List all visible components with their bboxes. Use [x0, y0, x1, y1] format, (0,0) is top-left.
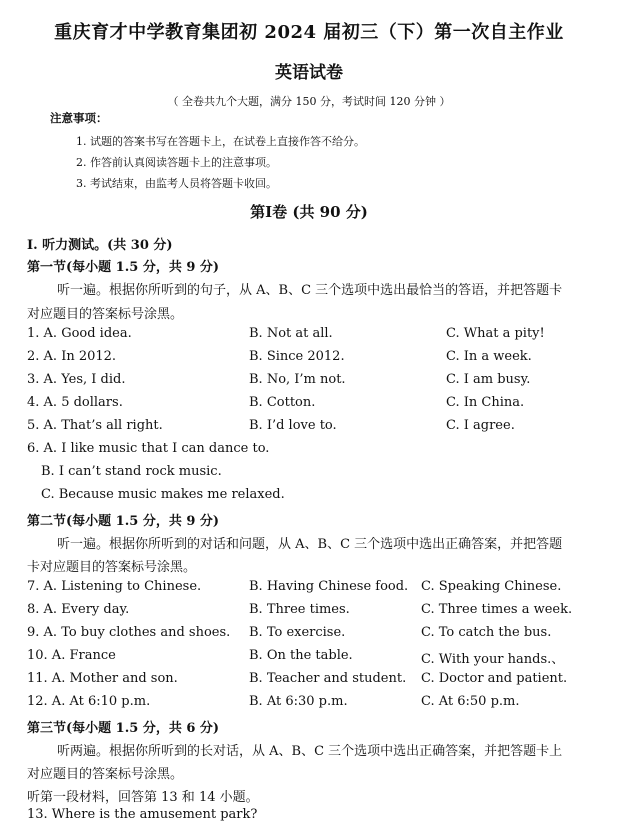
q6-option-a: 6. A. I like music that I can dance to.	[27, 441, 270, 456]
q2-option-b: B. Since 2012.	[249, 349, 345, 364]
part-heading: 第Ⅰ卷 (共 90 分)	[250, 203, 368, 221]
q2-option-a: 2. A. In 2012.	[27, 349, 117, 364]
exam-title: 重庆育才中学教育集团初 2024 届初三（下）第一次自主作业	[54, 22, 564, 43]
q12-option-a: 12. A. At 6:10 p.m.	[27, 694, 151, 709]
sec1-heading: 第一节(每小题 1.5 分，共 9 分)	[27, 260, 220, 275]
section-heading-listening: I. 听力测试。(共 30 分)	[27, 238, 173, 253]
q5-option-c: C. I agree.	[446, 418, 515, 433]
q5-option-a: 5. A. That’s all right.	[27, 418, 163, 433]
q12-option-c: C. At 6:50 p.m.	[421, 694, 520, 709]
q9-option-a: 9. A. To buy clothes and shoes.	[27, 625, 231, 640]
exam-meta: （ 全卷共九个大题，满分 150 分，考试时间 120 分钟 ）	[167, 95, 451, 108]
q7-option-a: 7. A. Listening to Chinese.	[27, 579, 202, 594]
sec3-instruction-line1: 听两遍。根据你所听到的长对话，从 A、B、C 三个选项中选出正确答案，并把答题卡上	[57, 744, 563, 759]
sec3-material: 听第一段材料，回答第 13 和 14 小题。	[27, 790, 259, 805]
q13-question: 13. Where is the amusement park?	[27, 807, 258, 822]
q4-option-b: B. Cotton.	[249, 395, 316, 410]
q3-option-a: 3. A. Yes, I did.	[27, 372, 126, 387]
q8-option-c: C. Three times a week.	[421, 602, 573, 617]
sec1-instruction-line1: 听一遍。根据你所听到的句子，从 A、B、C 三个选项中选出最恰当的答语，并把答题卡	[57, 283, 563, 298]
q11-option-a: 11. A. Mother and son.	[27, 671, 178, 686]
q1-option-b: B. Not at all.	[249, 326, 333, 341]
q7-option-b: B. Having Chinese food.	[249, 579, 409, 594]
q6-option-c: C. Because music makes me relaxed.	[41, 487, 285, 502]
q3-option-c: C. I am busy.	[446, 372, 531, 387]
sec2-heading: 第二节(每小题 1.5 分，共 9 分)	[27, 514, 220, 529]
q10-option-c: C. With your hands.、	[421, 652, 565, 667]
sec2-instruction-line2: 卡对应题目的答案标号涂黑。	[27, 560, 197, 575]
sec3-instruction-line2: 对应题目的答案标号涂黑。	[27, 767, 184, 782]
sec2-instruction-line1: 听一遍。根据你所听到的对话和问题，从 A、B、C 三个选项中选出正确答案，并把答题	[57, 537, 563, 552]
q11-option-b: B. Teacher and student.	[249, 671, 407, 686]
q12-option-b: B. At 6:30 p.m.	[249, 694, 348, 709]
sec3-heading: 第三节(每小题 1.5 分，共 6 分)	[27, 721, 220, 736]
notice-item-2: 2. 作答前认真阅读答题卡上的注意事项。	[76, 156, 277, 169]
q8-option-b: B. Three times.	[249, 602, 350, 617]
notice-heading: 注意事项：	[50, 111, 108, 125]
q9-option-b: B. To exercise.	[249, 625, 346, 640]
q1-option-c: C. What a pity!	[446, 326, 545, 341]
notice-item-3: 3. 考试结束，由监考人员将答题卡收回。	[76, 177, 277, 190]
q7-option-c: C. Speaking Chinese.	[421, 579, 562, 594]
q5-option-b: B. I’d love to.	[249, 418, 337, 433]
q11-option-c: C. Doctor and patient.	[421, 671, 568, 686]
q4-option-c: C. In China.	[446, 395, 525, 410]
q1-option-a: 1. A. Good idea.	[27, 326, 132, 341]
q6-option-b: B. I can’t stand rock music.	[41, 464, 222, 479]
exam-subtitle: 英语试卷	[275, 63, 343, 83]
q4-option-a: 4. A. 5 dollars.	[27, 395, 123, 410]
sec1-instruction-line2: 对应题目的答案标号涂黑。	[27, 307, 184, 322]
q10-option-a: 10. A. France	[27, 648, 116, 663]
q3-option-b: B. No, I’m not.	[249, 372, 346, 387]
q8-option-a: 8. A. Every day.	[27, 602, 130, 617]
q10-option-b: B. On the table.	[249, 648, 353, 663]
notice-item-1: 1. 试题的答案书写在答题卡上，在试卷上直接作答不给分。	[76, 135, 365, 148]
q9-option-c: C. To catch the bus.	[421, 625, 552, 640]
q2-option-c: C. In a week.	[446, 349, 532, 364]
